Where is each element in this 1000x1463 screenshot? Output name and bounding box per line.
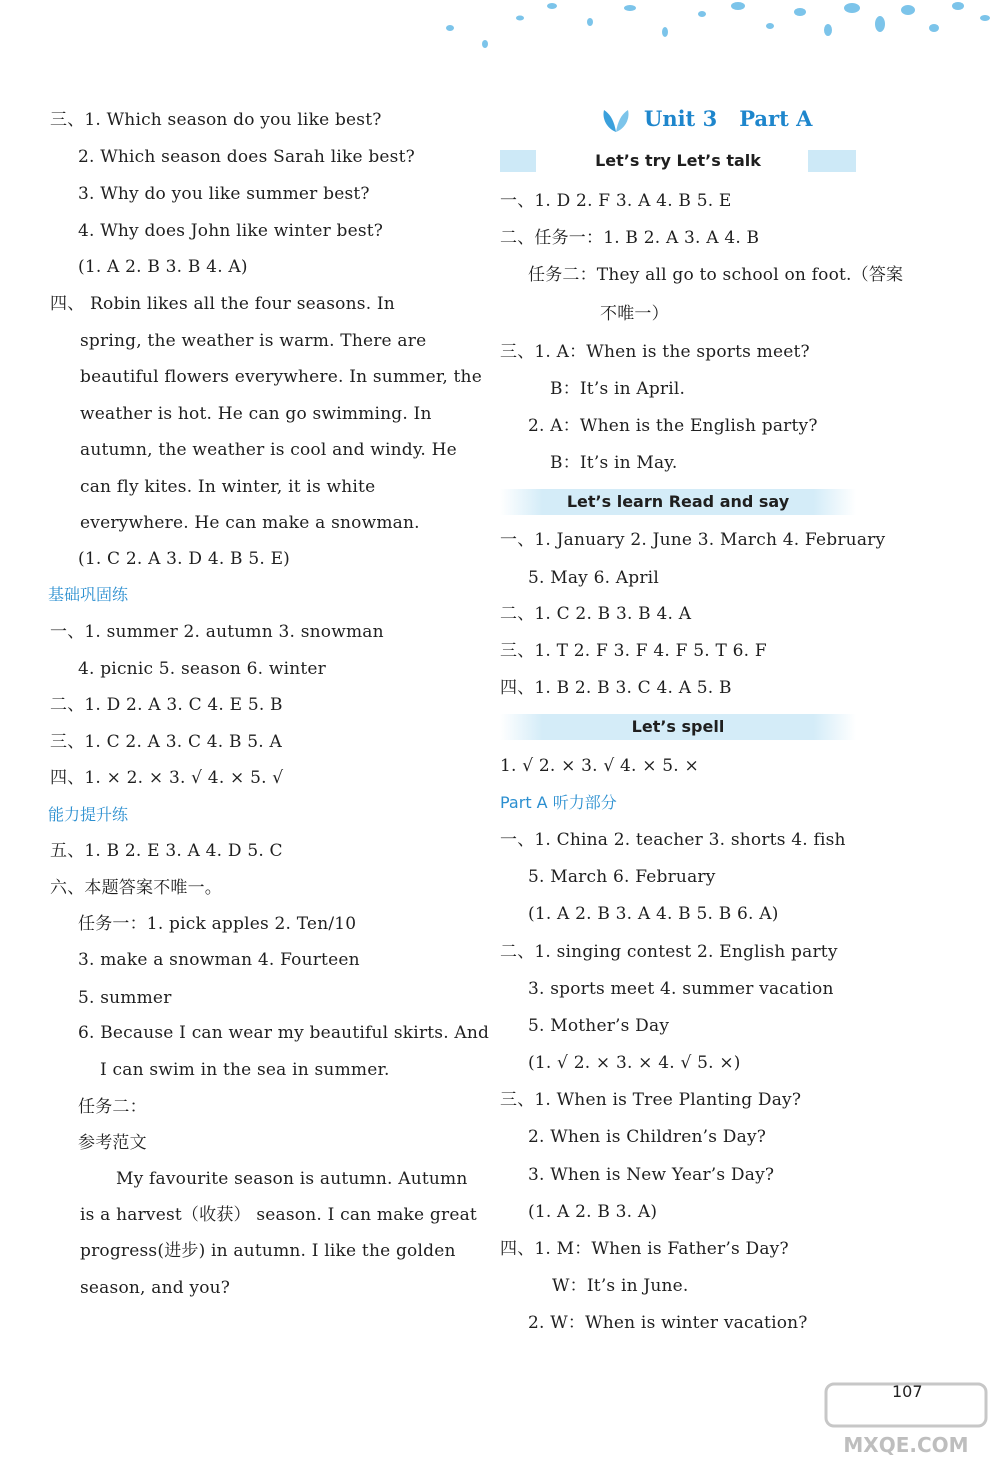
answer-line: 3. make a snowman 4. Fourteen <box>78 950 360 970</box>
section-title-listening: Part A 听力部分 <box>500 793 617 812</box>
answer-line: 三、1. Which season do you like best? <box>50 110 382 130</box>
page-number: 107 <box>892 1382 923 1401</box>
essay-line: progress(进步) in autumn. I like the golden <box>80 1241 456 1261</box>
answer-line: 6. Because I can wear my beautiful skirts. And <box>78 1023 490 1043</box>
section-band-try-talk <box>500 148 856 174</box>
answer-line: 2. A：When is the English party? <box>528 416 818 436</box>
answer-line: I can swim in the sea in summer. <box>100 1060 390 1080</box>
watermark-logo <box>822 1378 994 1458</box>
answer-line: 2. When is Children’s Day? <box>528 1127 767 1147</box>
passage-line: beautiful flowers everywhere. In summer, the <box>80 367 482 387</box>
passage-line: everywhere. He can make a snowman. <box>80 513 420 533</box>
answer-line: 3. When is New Year’s Day? <box>528 1165 775 1185</box>
passage-line: weather is hot. He can go swimming. In <box>80 404 432 424</box>
answer-line: B：It’s in May. <box>550 453 678 473</box>
section-band-learn-read <box>500 489 856 515</box>
answer-line: 三、1. T 2. F 3. F 4. F 5. T 6. F <box>500 641 767 661</box>
answer-line: 二、1. singing contest 2. English party <box>500 942 838 962</box>
answer-line: 任务二：They all go to school on foot.（答案 <box>528 265 904 285</box>
answer-line: 5. March 6. February <box>528 867 716 887</box>
answer-line: 三、1. A：When is the sports meet? <box>500 342 810 362</box>
essay-line: is a harvest（收获） season. I can make great <box>80 1205 477 1225</box>
answer-line: 二、1. D 2. A 3. C 4. E 5. B <box>50 695 283 715</box>
answer-line: 任务一：1. pick apples 2. Ten/10 <box>78 914 357 934</box>
section-band-spell <box>500 714 856 740</box>
essay-line: My favourite season is autumn. Autumn <box>116 1169 468 1189</box>
answer-line: 5. Mother’s Day <box>528 1016 670 1036</box>
answer-line: 二、任务一：1. B 2. A 3. A 4. B <box>500 228 760 248</box>
answer-line: 一、1. summer 2. autumn 3. snowman <box>50 622 384 642</box>
answer-line: 5. summer <box>78 988 172 1008</box>
answer-line: (1. C 2. A 3. D 4. B 5. E) <box>78 549 291 569</box>
answer-line: 一、1. China 2. teacher 3. shorts 4. fish <box>500 830 846 850</box>
answer-line: 不唯一） <box>600 304 669 324</box>
answer-line: 三、1. C 2. A 3. C 4. B 5. A <box>50 732 282 752</box>
answer-line: 4. Why does John like winter best? <box>78 221 384 241</box>
answer-line: B：It’s in April. <box>550 379 686 399</box>
answer-line: 2. W：When is winter vacation? <box>528 1313 808 1333</box>
answer-line: 2. Which season does Sarah like best? <box>78 147 415 167</box>
answer-line: 3. sports meet 4. summer vacation <box>528 979 834 999</box>
answer-line: 三、1. When is Tree Planting Day? <box>500 1090 802 1110</box>
section-title-advanced: 能力提升练 <box>48 805 129 824</box>
passage-line: autumn, the weather is cool and windy. He <box>80 440 457 460</box>
leaf-decoration-icon <box>440 0 1000 60</box>
answer-line: 四、1. B 2. B 3. C 4. A 5. B <box>500 678 732 698</box>
answer-line: 5. May 6. April <box>528 568 659 588</box>
answer-line: 参考范文 <box>78 1133 147 1153</box>
band-label: Let’s spell <box>631 717 725 736</box>
band-label: Let’s try Let’s talk <box>595 151 761 170</box>
answer-line: 六、本题答案不唯一。 <box>50 878 222 898</box>
answer-line: 3. Why do you like summer best? <box>78 184 370 204</box>
band-label: Let’s learn Read and say <box>566 492 790 511</box>
answer-line: 四、1. M：When is Father’s Day? <box>500 1239 789 1259</box>
answer-line: 四、1. × 2. × 3. √ 4. × 5. √ <box>50 768 284 788</box>
answer-line: W：It’s in June. <box>552 1276 689 1296</box>
passage-line: 四、 Robin likes all the four seasons. In <box>50 294 395 314</box>
part-title: Part A <box>739 106 813 131</box>
answer-line: (1. A 2. B 3. A 4. B 5. B 6. A) <box>528 904 779 924</box>
answer-line: 一、1. D 2. F 3. A 4. B 5. E <box>500 191 732 211</box>
answer-line: 1. √ 2. × 3. √ 4. × 5. × <box>500 756 699 776</box>
essay-line: season, and you? <box>80 1278 231 1298</box>
unit-heading <box>600 104 812 134</box>
passage-line: can fly kites. In winter, it is white <box>80 477 376 497</box>
watermark-text: MXQE.COM <box>843 1433 969 1457</box>
answer-line: (1. A 2. B 3. B 4. A) <box>78 257 248 277</box>
leaf-icon <box>600 108 632 134</box>
unit-title: Unit 3 <box>644 106 718 131</box>
answer-line: 五、1. B 2. E 3. A 4. D 5. C <box>50 841 283 861</box>
answer-line: 一、1. January 2. June 3. March 4. February <box>500 530 886 550</box>
answer-line: (1. √ 2. × 3. × 4. √ 5. ×) <box>528 1053 741 1073</box>
answer-line: (1. A 2. B 3. A) <box>528 1202 658 1222</box>
section-title-basic: 基础巩固练 <box>48 585 129 604</box>
answer-line: 任务二： <box>78 1097 147 1117</box>
answer-line: 二、1. C 2. B 3. B 4. A <box>500 604 692 624</box>
answer-line: 4. picnic 5. season 6. winter <box>78 659 327 679</box>
passage-line: spring, the weather is warm. There are <box>80 331 427 351</box>
